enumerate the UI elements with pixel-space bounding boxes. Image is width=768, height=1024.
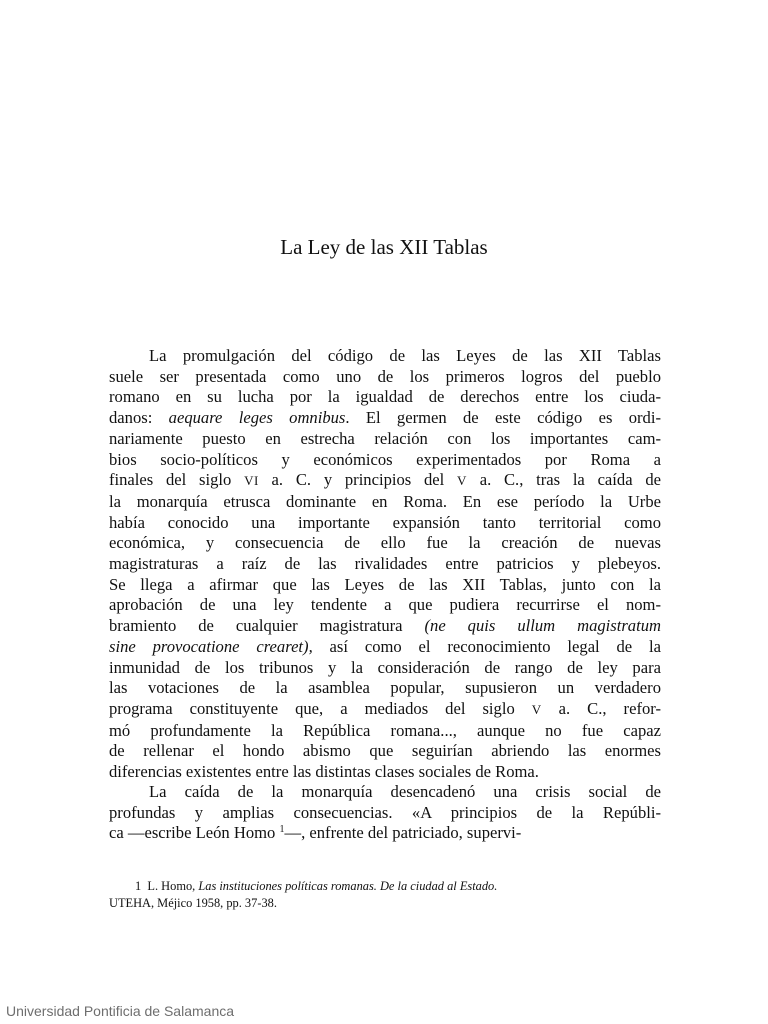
footnote-number: 1	[135, 879, 142, 893]
text-line: nariamente puesto en estrecha relación con los importantes cam-	[109, 428, 661, 448]
roman-numeral: VI	[244, 473, 259, 489]
latin-phrase: (ne quis ullum magistratum	[424, 616, 661, 636]
text-line: ca —escribe León Homo $^1$—, enfrente del patriciado, supervi-	[109, 823, 522, 843]
text-line: profundas y amplias consecuencias. «A principios de la Repúbli-	[109, 802, 661, 822]
footnote-author: L. Homo,	[147, 879, 196, 893]
text-line: Se llega a afirmar que las Leyes de las XII Tablas, junto con la	[109, 574, 661, 594]
paragraph-2	[109, 782, 661, 844]
roman-numeral: V	[531, 701, 542, 717]
footnote-book-title: Las instituciones políticas romanas. De la ciudad al Estado.	[198, 879, 498, 893]
footnote-line	[109, 878, 661, 895]
text-line: las votaciones de la asamblea popular, supusieron un verdadero	[109, 678, 661, 698]
text-line: magistraturas a raíz de las rivalidades entre patricios y plebeyos.	[109, 554, 661, 574]
text-line: La caída de la monarquía desencadenó una crisis social de	[149, 782, 661, 801]
text-line: aprobación de una ley tendente a que pudiera recurrirse el nom-	[109, 595, 661, 615]
text-line: finales del siglo VI a. C. y principios del V a. C., tras la caída de	[109, 470, 661, 490]
text-line: había conocido una importante expansión tanto territorial como	[109, 512, 661, 532]
chapter-title: La Ley de las XII Tablas	[280, 235, 488, 259]
text-line: bios socio-políticos y económicos experimentados por Roma a	[109, 449, 661, 469]
text-line: diferencias existentes entre las distintas clases sociales de Roma.	[109, 762, 539, 782]
footnote	[109, 878, 661, 912]
text-line: mó profundamente la República romana..., aunque no fue capaz	[109, 720, 661, 740]
text-line: económica, y consecuencia de ello fue la creación de nuevas	[109, 533, 661, 553]
text-line: bramiento de cualquier magistratura (ne quis ullum magistratum	[109, 616, 661, 636]
footnote-publisher: UTEHA, Méjico 1958, pp. 37-38.	[109, 896, 277, 910]
library-watermark: Universidad Pontificia de Salamanca	[6, 1003, 235, 1019]
roman-numeral: V	[457, 473, 467, 489]
footnote-line	[109, 895, 661, 912]
text-line: sine provocatione crearet), así como el reconocimiento legal de la	[109, 636, 661, 656]
paragraph-1	[109, 346, 661, 783]
text-line: suele ser presentada como uno de los primeros logros del pueblo	[109, 366, 661, 386]
text-line: de rellenar el hondo abismo que seguirían abriendo las enormes	[109, 741, 661, 761]
text-line: programa constituyente que, a mediados del siglo V a. C., refor-	[109, 698, 661, 718]
text-line: romano en su lucha por la igualdad de derechos entre los ciuda-	[109, 387, 661, 407]
text-line: inmunidad de los tribunos y la consideración de rango de ley para	[109, 657, 661, 677]
text-line: danos: aequare leges omnibus. El germen de este código es ordi-	[109, 408, 661, 428]
latin-phrase: sine provocatione crearet),	[109, 636, 313, 656]
text-line: La promulgación del código de las Leyes de las XII Tablas	[149, 346, 661, 365]
footnote-reference[interactable]: 1	[279, 824, 285, 836]
text-line: la monarquía etrusca dominante en Roma. En ese período la Urbe	[109, 491, 661, 511]
latin-phrase: aequare leges omnibus	[168, 408, 346, 428]
